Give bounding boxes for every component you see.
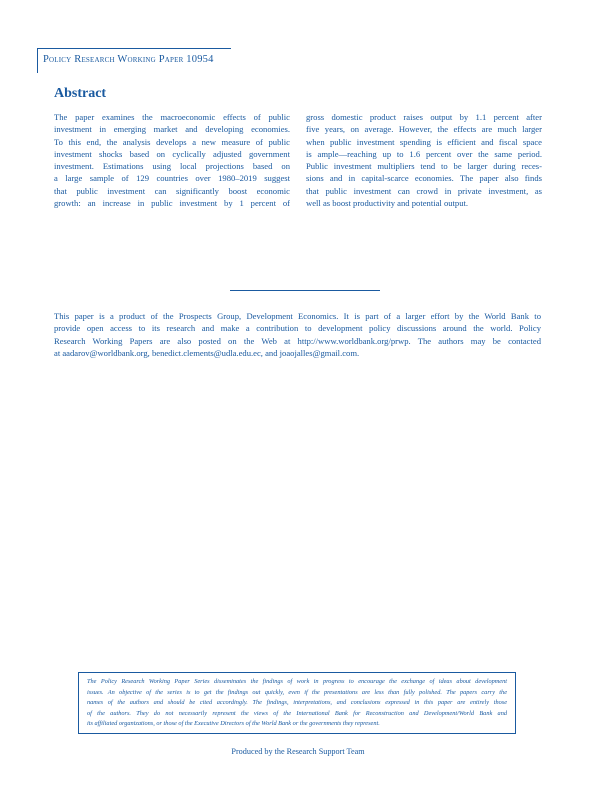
- disclaimer-line: issues. An objective of the series is to get the findings out quickly, even if the presentations are less than fully polished. The papers carry the: [87, 688, 507, 696]
- abstract-column-right: [306, 111, 542, 209]
- abstract-line: well as boost productivity and potential output.: [306, 197, 469, 208]
- disclaimer-line: of the authors. They do not necessarily represent the views of the International Bank for Reconstruction and Development/World Bank and: [87, 709, 507, 717]
- abstract-line: investment in emerging market and developing economies.: [54, 124, 290, 135]
- abstract-line: when public investment spending is efficient and fiscal space: [306, 136, 542, 147]
- abstract-column-left: [54, 111, 290, 209]
- abstract-line: sions and in capital-scarce economies. The paper also finds: [306, 173, 542, 184]
- series-label: Policy Research Working Paper 10954: [43, 54, 214, 65]
- disclaimer-line: names of the authors and should be cited accordingly. The findings, interpretations, and conclusions expressed in this paper are entirely those: [87, 699, 507, 707]
- series-disclaimer-box: [78, 672, 516, 734]
- abstract-line: that public investment can significantly boost economic: [54, 185, 290, 196]
- product-line: This paper is a product of the Prospects Group, Development Economics. It is part of a larger effort by the World Bank to: [54, 311, 541, 321]
- abstract-line: Public investment multipliers tend to be larger during reces-: [306, 161, 542, 171]
- product-line: provide open access to its research and make a contribution to development policy discussions around the world. Policy: [54, 323, 541, 334]
- product-line: Research Working Papers are also posted on the Web at http://www.worldbank.org/prwp. The authors may be contacted: [54, 335, 541, 346]
- section-divider: [230, 290, 380, 291]
- abstract-title: Abstract: [54, 86, 107, 101]
- abstract-line: is ample—reaching up to 1.6 percent over the same period.: [306, 148, 542, 159]
- abstract-line: a large sample of 129 countries over 1980–2019 suggest: [54, 173, 290, 184]
- produced-by-footer: Produced by the Research Support Team: [231, 747, 365, 756]
- abstract-line: investment shocks based on cyclically adjusted government: [54, 148, 290, 159]
- abstract-line: that public investment can crowd in private investment, as: [306, 185, 542, 196]
- product-note: [54, 310, 541, 359]
- abstract-line: five years, on average. However, the effects are much larger: [306, 124, 542, 135]
- abstract-line: The paper examines the macroeconomic effects of public: [54, 112, 290, 122]
- abstract-line: gross domestic product raises output by 1.1 percent after: [306, 112, 542, 122]
- abstract-line: To this end, the analysis develops a new measure of public: [54, 136, 290, 147]
- disclaimer-line: its affiliated organizations, or those of the Executive Directors of the World Bank or the governments they represent.: [87, 720, 380, 728]
- product-line: at aadarov@worldbank.org, benedict.clements@udla.edu.ec, and joaojalles@gmail.com.: [54, 347, 360, 358]
- abstract-line: growth: an increase in public investment by 1 percent of: [54, 197, 290, 208]
- abstract-line: investment. Estimations using local projections based on: [54, 161, 290, 171]
- series-header-box: [37, 48, 231, 73]
- disclaimer-line: The Policy Research Working Paper Series disseminates the findings of work in progress to encourage the exchange of ideas about development: [87, 678, 507, 685]
